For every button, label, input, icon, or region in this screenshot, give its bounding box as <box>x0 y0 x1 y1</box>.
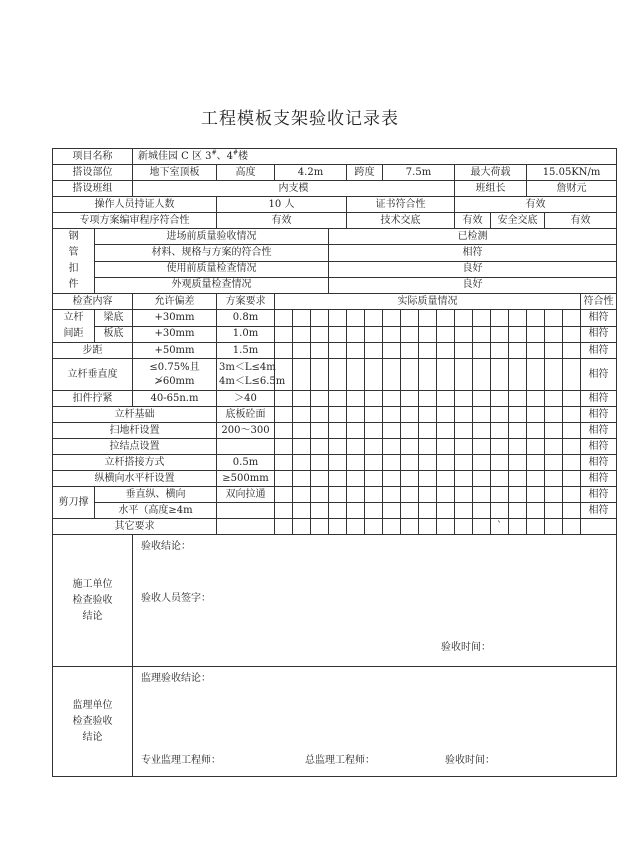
row-horizontal <box>53 471 617 487</box>
row-fastener-3 <box>53 261 617 277</box>
fastener-item: 外观质量检查情况 <box>95 277 329 293</box>
lap-requirement: 0.5m <box>217 455 275 471</box>
slab-tolerance: +30mm <box>133 326 217 343</box>
brace-vertical-conformity: 相符 <box>581 487 617 503</box>
header-requirement: 方案要求 <box>217 294 275 310</box>
slab-label: 板底 <box>95 326 133 343</box>
slab-conformity: 相符 <box>581 326 617 343</box>
acceptance-form-table <box>52 148 617 777</box>
cert-value: 有效 <box>455 197 617 213</box>
row-team <box>53 181 617 197</box>
professional-engineer-label: 专业监理工程师： <box>141 755 221 766</box>
header-tolerance: 允许偏差 <box>133 294 217 310</box>
row-tie <box>53 439 617 455</box>
max-load-label: 最大荷载 <box>455 165 527 181</box>
brace-horizontal-conformity: 相符 <box>581 503 617 519</box>
vertical-tolerance: ≤0.75%且 ≯60mm <box>133 359 217 391</box>
row-foundation <box>53 407 617 423</box>
operators-label: 操作人员持证人数 <box>53 197 217 213</box>
vertical-requirement: 3m＜L≤4m 4m＜L≤6.5m <box>217 359 275 391</box>
vertical-conformity: 相符 <box>581 359 617 391</box>
row-fastener-2 <box>53 245 617 261</box>
other-label: 其它要求 <box>53 519 217 535</box>
step-requirement: 1.5m <box>217 343 275 359</box>
foundation-requirement: 底板砼面 <box>217 407 275 423</box>
row-construction-conclusion <box>53 535 617 667</box>
fastener-result: 已检测 <box>329 229 617 245</box>
safety-briefing-value: 有效 <box>545 213 617 229</box>
torque-tolerance: 40-65n.m <box>133 391 217 407</box>
operators-value: 10 人 <box>217 197 347 213</box>
header-conformity: 符合性 <box>581 294 617 310</box>
step-conformity: 相符 <box>581 343 617 359</box>
tech-briefing-label: 技术交底 <box>347 213 455 229</box>
foundation-label: 立杆基础 <box>53 407 217 423</box>
other-mark: ` <box>491 519 509 535</box>
lap-label: 立杆搭接方式 <box>53 455 217 471</box>
height-label: 高度 <box>217 165 275 181</box>
fastener-item: 材料、规格与方案的符合性 <box>95 245 329 261</box>
location-value: 地下室顶板 <box>133 165 217 181</box>
tech-briefing-value: 有效 <box>455 213 491 229</box>
construction-unit-label: 施工单位 检查验收 结论 <box>53 535 133 667</box>
height-value: 4.2m <box>275 165 347 181</box>
row-fastener-4 <box>53 277 617 293</box>
row-project <box>53 149 617 165</box>
beam-conformity: 相符 <box>581 310 617 327</box>
supervision-time-label: 验收时间： <box>445 755 495 766</box>
row-setup <box>53 165 617 181</box>
row-other <box>53 519 617 535</box>
pole-spacing-label: 立杆 间距 <box>53 310 95 343</box>
fastener-item: 使用前质量检查情况 <box>95 261 329 277</box>
sweep-conformity: 相符 <box>581 423 617 439</box>
beam-requirement: 0.8m <box>217 310 275 327</box>
brace-label: 剪刀撑 <box>53 487 95 519</box>
torque-conformity: 相符 <box>581 391 617 407</box>
torque-label: 扣件拧紧 <box>53 391 133 407</box>
row-lap <box>53 455 617 471</box>
supervision-conclusion-area <box>133 667 617 777</box>
vertical-label: 立杆垂直度 <box>53 359 133 391</box>
span-value: 7.5m <box>383 165 455 181</box>
fastener-item: 进场前质量验收情况 <box>95 229 329 245</box>
row-brace-vertical <box>53 487 617 503</box>
fastener-side-label: 钢 管 扣 件 <box>53 229 95 294</box>
foundation-conformity: 相符 <box>581 407 617 423</box>
construction-signature-label: 验收人员签字： <box>141 593 211 604</box>
scheme-value: 有效 <box>217 213 347 229</box>
row-step <box>53 343 617 359</box>
slab-requirement: 1.0m <box>217 326 275 343</box>
supervision-unit-label: 监理单位 检查验收 结论 <box>53 667 133 777</box>
page-title: 工程模板支架验收记录表 <box>201 109 399 129</box>
brace-vertical-label: 垂直纵、横向 <box>95 487 217 503</box>
sweep-label: 扫地杆设置 <box>53 423 217 439</box>
supervision-conclusion-label: 监理验收结论： <box>141 673 211 684</box>
safety-briefing-label: 安全交底 <box>491 213 545 229</box>
fastener-result: 良好 <box>329 277 617 293</box>
row-fastener-1 <box>53 229 617 245</box>
brace-vertical-requirement: 双向拉通 <box>217 487 275 503</box>
header-actual: 实际质量情况 <box>275 294 581 310</box>
horizontal-conformity: 相符 <box>581 471 617 487</box>
row-scheme <box>53 213 617 229</box>
brace-horizontal-label: 水平（高度≥4m <box>95 503 217 519</box>
row-operators <box>53 197 617 213</box>
step-label: 步距 <box>53 343 133 359</box>
row-supervision-conclusion <box>53 667 617 777</box>
row-beam <box>53 310 617 327</box>
row-slab <box>53 326 617 343</box>
step-tolerance: +50mm <box>133 343 217 359</box>
leader-value: 詹财元 <box>527 181 617 197</box>
team-value: 内支模 <box>133 181 455 197</box>
row-torque <box>53 391 617 407</box>
tie-conformity: 相符 <box>581 439 617 455</box>
row-inspection-header <box>53 294 617 310</box>
row-vertical <box>53 359 617 391</box>
lap-conformity: 相符 <box>581 455 617 471</box>
construction-conclusion-label: 验收结论： <box>141 541 191 552</box>
team-label: 搭设班组 <box>53 181 133 197</box>
scheme-label: 专项方案编审程序符合性 <box>53 213 217 229</box>
location-label: 搭设部位 <box>53 165 133 181</box>
project-name-value: 新城佳园 C 区 3#、4#楼 <box>133 149 617 165</box>
beam-tolerance: +30mm <box>133 310 217 327</box>
row-brace-horizontal <box>53 503 617 519</box>
horizontal-requirement: ≥500mm <box>217 471 275 487</box>
horizontal-label: 纵横向水平杆设置 <box>53 471 217 487</box>
construction-time-label: 验收时间： <box>441 642 491 653</box>
project-name-label: 项目名称 <box>53 149 133 165</box>
max-load-value: 15.05KN/m <box>527 165 617 181</box>
span-label: 跨度 <box>347 165 383 181</box>
fastener-result: 相符 <box>329 245 617 261</box>
construction-conclusion-area <box>133 535 617 667</box>
fastener-result: 良好 <box>329 261 617 277</box>
header-content: 检查内容 <box>53 294 133 310</box>
leader-label: 班组长 <box>455 181 527 197</box>
tie-label: 拉结点设置 <box>53 439 217 455</box>
torque-requirement: ＞40 <box>217 391 275 407</box>
beam-label: 梁底 <box>95 310 133 327</box>
chief-engineer-label: 总监理工程师： <box>305 755 375 766</box>
row-sweep <box>53 423 617 439</box>
cert-label: 证书符合性 <box>347 197 455 213</box>
sweep-requirement: 200～300 <box>217 423 275 439</box>
